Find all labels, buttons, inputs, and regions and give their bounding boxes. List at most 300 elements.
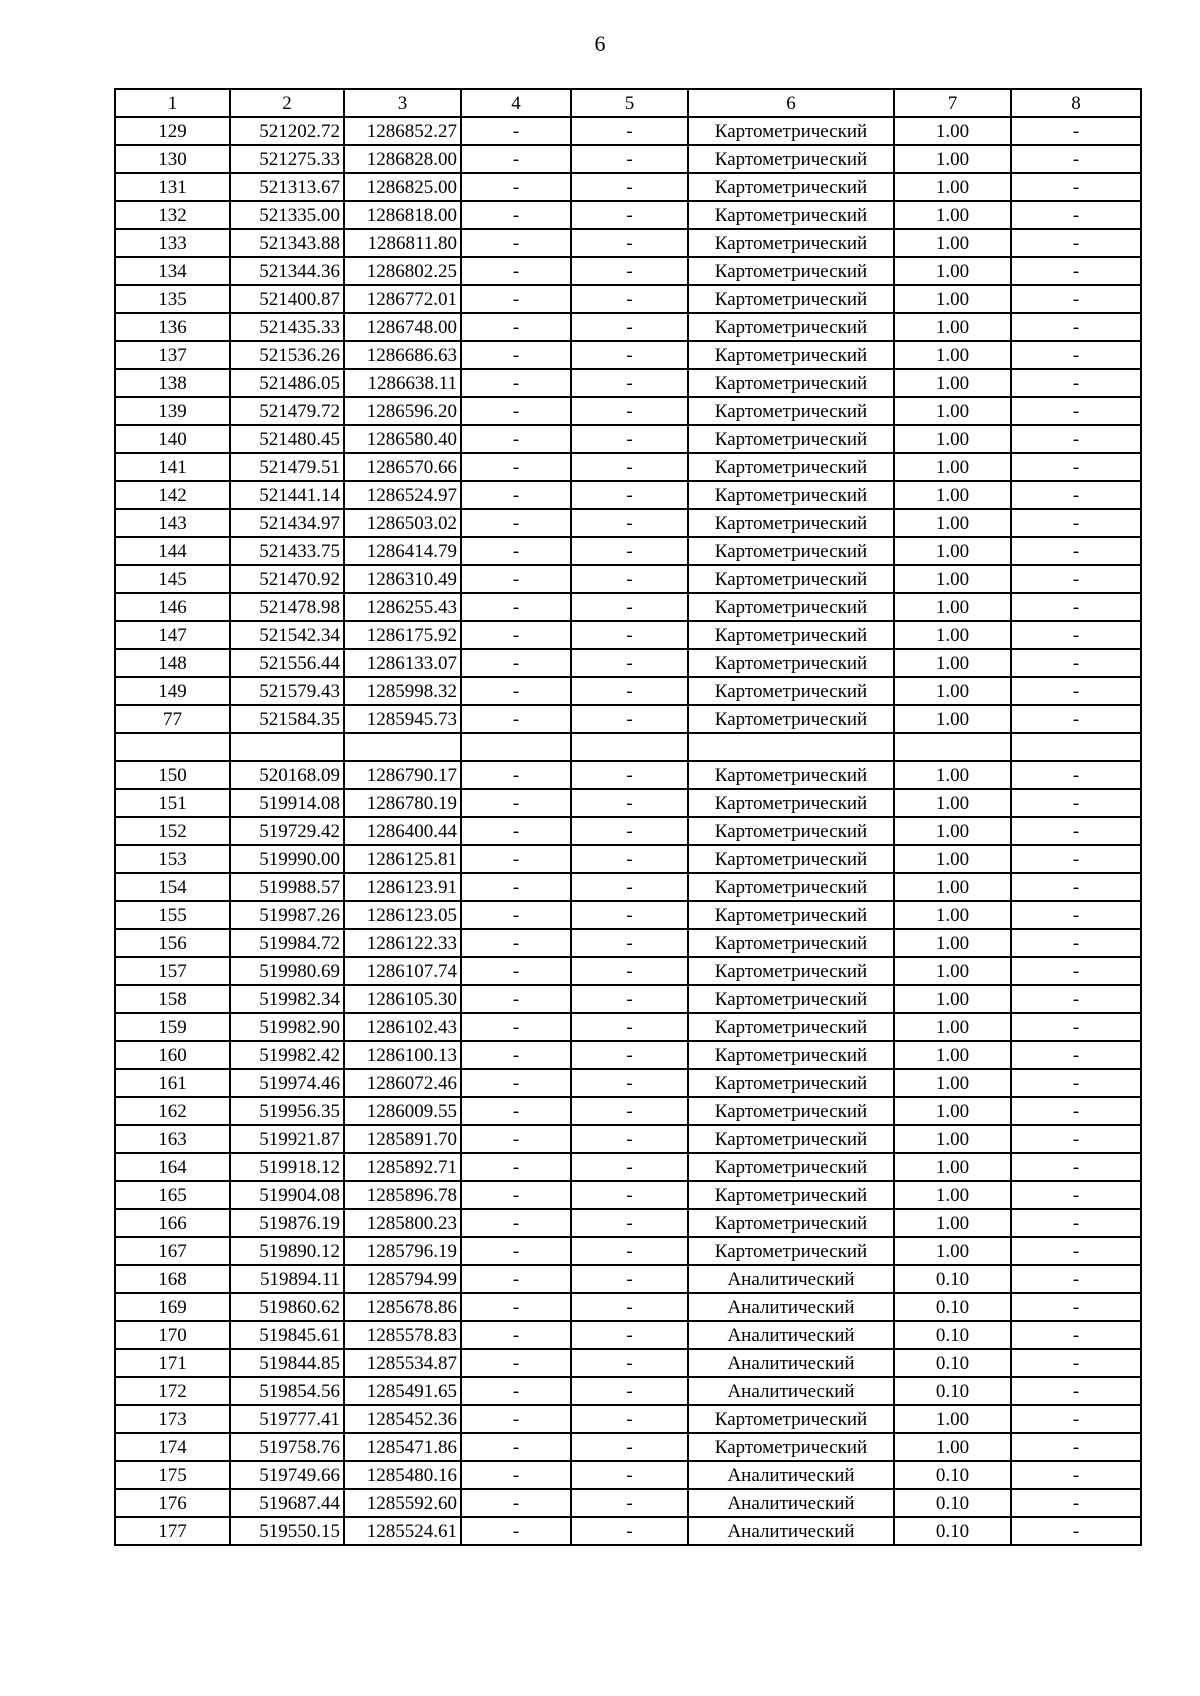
method: Картометрический — [688, 201, 894, 229]
accuracy: 1.00 — [894, 565, 1011, 593]
y-coordinate: 1286105.30 — [344, 985, 461, 1013]
col-8-value: - — [1011, 341, 1141, 369]
point-number: 156 — [115, 929, 230, 957]
x-coordinate: 519749.66 — [230, 1461, 344, 1489]
point-number: 153 — [115, 845, 230, 873]
method: Картометрический — [688, 705, 894, 733]
accuracy: 1.00 — [894, 817, 1011, 845]
col-5-value: - — [571, 761, 688, 789]
accuracy: 1.00 — [894, 593, 1011, 621]
col-4-value: - — [461, 789, 571, 817]
accuracy: 1.00 — [894, 1069, 1011, 1097]
col-8-value: - — [1011, 369, 1141, 397]
col-5-value: - — [571, 257, 688, 285]
table-row — [115, 1433, 1141, 1461]
col-8-value: - — [1011, 1321, 1141, 1349]
col-8-value: - — [1011, 761, 1141, 789]
table-row — [115, 173, 1141, 201]
table-row — [115, 453, 1141, 481]
x-coordinate: 521343.88 — [230, 229, 344, 257]
accuracy: 1.00 — [894, 453, 1011, 481]
method: Картометрический — [688, 1041, 894, 1069]
table-row — [115, 929, 1141, 957]
col-4-value: - — [461, 593, 571, 621]
col-4-value — [461, 733, 571, 761]
method: Картометрический — [688, 537, 894, 565]
point-number: 174 — [115, 1433, 230, 1461]
point-number: 172 — [115, 1377, 230, 1405]
method: Аналитический — [688, 1349, 894, 1377]
point-number: 171 — [115, 1349, 230, 1377]
point-number: 129 — [115, 117, 230, 145]
col-5-value: - — [571, 649, 688, 677]
x-coordinate: 521479.51 — [230, 453, 344, 481]
col-4-value: - — [461, 201, 571, 229]
x-coordinate: 519988.57 — [230, 873, 344, 901]
col-4-value: - — [461, 117, 571, 145]
table-row — [115, 1013, 1141, 1041]
x-coordinate: 521542.34 — [230, 621, 344, 649]
table-row — [115, 1321, 1141, 1349]
accuracy: 1.00 — [894, 201, 1011, 229]
table-row — [115, 873, 1141, 901]
y-coordinate: 1286772.01 — [344, 285, 461, 313]
col-8-value: - — [1011, 173, 1141, 201]
method: Картометрический — [688, 229, 894, 257]
x-coordinate: 521344.36 — [230, 257, 344, 285]
x-coordinate: 519844.85 — [230, 1349, 344, 1377]
col-8-value: - — [1011, 1461, 1141, 1489]
col-5-value: - — [571, 1265, 688, 1293]
method: Картометрический — [688, 901, 894, 929]
x-coordinate: 521536.26 — [230, 341, 344, 369]
point-number: 167 — [115, 1237, 230, 1265]
x-coordinate: 519550.15 — [230, 1517, 344, 1545]
accuracy: 0.10 — [894, 1321, 1011, 1349]
col-8-value: - — [1011, 1489, 1141, 1517]
col-4-value: - — [461, 705, 571, 733]
page-number: 6 — [594, 31, 606, 56]
method: Аналитический — [688, 1489, 894, 1517]
accuracy: 1.00 — [894, 229, 1011, 257]
point-number: 143 — [115, 509, 230, 537]
table-row — [115, 789, 1141, 817]
y-coordinate: 1285800.23 — [344, 1209, 461, 1237]
table-row — [115, 985, 1141, 1013]
col-8-value: - — [1011, 1293, 1141, 1321]
accuracy: 1.00 — [894, 1153, 1011, 1181]
col-4-value: - — [461, 1237, 571, 1265]
col-5-value: - — [571, 397, 688, 425]
x-coordinate: 521275.33 — [230, 145, 344, 173]
x-coordinate: 519854.56 — [230, 1377, 344, 1405]
y-coordinate: 1285945.73 — [344, 705, 461, 733]
coordinates-table — [114, 88, 1142, 1546]
col-4-value: - — [461, 621, 571, 649]
point-number: 145 — [115, 565, 230, 593]
y-coordinate: 1285794.99 — [344, 1265, 461, 1293]
col-8-value: - — [1011, 453, 1141, 481]
point-number: 173 — [115, 1405, 230, 1433]
accuracy: 1.00 — [894, 145, 1011, 173]
col-4-value: - — [461, 229, 571, 257]
x-coordinate: 519918.12 — [230, 1153, 344, 1181]
table-row — [115, 1461, 1141, 1489]
y-coordinate: 1286255.43 — [344, 593, 461, 621]
col-8-value: - — [1011, 1153, 1141, 1181]
method: Картометрический — [688, 1125, 894, 1153]
point-number: 136 — [115, 313, 230, 341]
col-5-value: - — [571, 1041, 688, 1069]
accuracy: 1.00 — [894, 957, 1011, 985]
point-number: 157 — [115, 957, 230, 985]
method: Картометрический — [688, 929, 894, 957]
point-number: 144 — [115, 537, 230, 565]
y-coordinate: 1285796.19 — [344, 1237, 461, 1265]
point-number: 150 — [115, 761, 230, 789]
col-5-value: - — [571, 957, 688, 985]
table-row — [115, 817, 1141, 845]
col-4-value: - — [461, 761, 571, 789]
point-number: 162 — [115, 1097, 230, 1125]
method: Аналитический — [688, 1265, 894, 1293]
y-coordinate: 1285998.32 — [344, 677, 461, 705]
col-4-value: - — [461, 313, 571, 341]
col-5-value: - — [571, 145, 688, 173]
method — [688, 733, 894, 761]
col-4-value: - — [461, 145, 571, 173]
col-5-value: - — [571, 481, 688, 509]
method: Картометрический — [688, 593, 894, 621]
column-header: 6 — [688, 89, 894, 117]
col-8-value: - — [1011, 285, 1141, 313]
point-number: 133 — [115, 229, 230, 257]
accuracy: 1.00 — [894, 117, 1011, 145]
accuracy: 0.10 — [894, 1293, 1011, 1321]
table-row — [115, 1265, 1141, 1293]
x-coordinate: 521579.43 — [230, 677, 344, 705]
accuracy: 1.00 — [894, 1097, 1011, 1125]
table-row — [115, 705, 1141, 733]
point-number: 134 — [115, 257, 230, 285]
table-row — [115, 285, 1141, 313]
col-5-value: - — [571, 1293, 688, 1321]
point-number — [115, 733, 230, 761]
col-4-value: - — [461, 985, 571, 1013]
y-coordinate: 1286009.55 — [344, 1097, 461, 1125]
column-header: 5 — [571, 89, 688, 117]
method: Картометрический — [688, 117, 894, 145]
table-row — [115, 257, 1141, 285]
accuracy: 1.00 — [894, 285, 1011, 313]
col-8-value: - — [1011, 873, 1141, 901]
col-4-value: - — [461, 425, 571, 453]
col-5-value: - — [571, 817, 688, 845]
col-5-value: - — [571, 173, 688, 201]
accuracy: 1.00 — [894, 537, 1011, 565]
table-row — [115, 1237, 1141, 1265]
accuracy: 1.00 — [894, 1125, 1011, 1153]
col-5-value: - — [571, 873, 688, 901]
y-coordinate: 1285891.70 — [344, 1125, 461, 1153]
accuracy: 1.00 — [894, 1433, 1011, 1461]
y-coordinate: 1286072.46 — [344, 1069, 461, 1097]
point-number: 170 — [115, 1321, 230, 1349]
accuracy: 1.00 — [894, 929, 1011, 957]
accuracy: 1.00 — [894, 1237, 1011, 1265]
table-row — [115, 537, 1141, 565]
y-coordinate: 1286802.25 — [344, 257, 461, 285]
y-coordinate: 1286570.66 — [344, 453, 461, 481]
table-row — [115, 117, 1141, 145]
column-header: 7 — [894, 89, 1011, 117]
col-8-value: - — [1011, 313, 1141, 341]
table-row — [115, 845, 1141, 873]
accuracy: 1.00 — [894, 845, 1011, 873]
method: Аналитический — [688, 1293, 894, 1321]
table-row — [115, 1293, 1141, 1321]
x-coordinate: 521400.87 — [230, 285, 344, 313]
col-4-value: - — [461, 929, 571, 957]
x-coordinate: 521435.33 — [230, 313, 344, 341]
x-coordinate: 520168.09 — [230, 761, 344, 789]
y-coordinate: 1286790.17 — [344, 761, 461, 789]
table-row — [115, 1517, 1141, 1545]
y-coordinate: 1286123.91 — [344, 873, 461, 901]
col-4-value: - — [461, 173, 571, 201]
col-8-value: - — [1011, 817, 1141, 845]
x-coordinate: 519729.42 — [230, 817, 344, 845]
point-number: 165 — [115, 1181, 230, 1209]
method: Картометрический — [688, 509, 894, 537]
col-5-value: - — [571, 901, 688, 929]
method: Картометрический — [688, 341, 894, 369]
table-row — [115, 761, 1141, 789]
method: Картометрический — [688, 1237, 894, 1265]
table-row — [115, 957, 1141, 985]
point-number: 151 — [115, 789, 230, 817]
point-number: 137 — [115, 341, 230, 369]
accuracy: 1.00 — [894, 985, 1011, 1013]
col-4-value: - — [461, 285, 571, 313]
col-4-value: - — [461, 1013, 571, 1041]
col-5-value: - — [571, 229, 688, 257]
col-8-value: - — [1011, 789, 1141, 817]
table-row — [115, 201, 1141, 229]
column-header: 8 — [1011, 89, 1141, 117]
point-number: 175 — [115, 1461, 230, 1489]
y-coordinate: 1285578.83 — [344, 1321, 461, 1349]
x-coordinate: 519890.12 — [230, 1237, 344, 1265]
table-row — [115, 1377, 1141, 1405]
method: Картометрический — [688, 1069, 894, 1097]
col-5-value: - — [571, 425, 688, 453]
y-coordinate: 1286580.40 — [344, 425, 461, 453]
col-5-value: - — [571, 1517, 688, 1545]
method: Картометрический — [688, 957, 894, 985]
table-row — [115, 1097, 1141, 1125]
point-number: 77 — [115, 705, 230, 733]
table-row — [115, 1181, 1141, 1209]
method: Картометрический — [688, 1433, 894, 1461]
x-coordinate: 519987.26 — [230, 901, 344, 929]
table-row — [115, 677, 1141, 705]
x-coordinate: 519982.42 — [230, 1041, 344, 1069]
table-row — [115, 145, 1141, 173]
col-5-value: - — [571, 789, 688, 817]
table-row — [115, 481, 1141, 509]
col-8-value: - — [1011, 1433, 1141, 1461]
col-8-value: - — [1011, 929, 1141, 957]
col-8-value: - — [1011, 145, 1141, 173]
accuracy: 1.00 — [894, 1405, 1011, 1433]
accuracy: 1.00 — [894, 509, 1011, 537]
point-number: 166 — [115, 1209, 230, 1237]
method: Картометрический — [688, 845, 894, 873]
col-5-value: - — [571, 1489, 688, 1517]
col-5-value: - — [571, 369, 688, 397]
x-coordinate: 521441.14 — [230, 481, 344, 509]
table-row — [115, 313, 1141, 341]
col-5-value: - — [571, 677, 688, 705]
col-8-value: - — [1011, 957, 1141, 985]
col-4-value: - — [461, 537, 571, 565]
x-coordinate: 521486.05 — [230, 369, 344, 397]
y-coordinate: 1286503.02 — [344, 509, 461, 537]
method: Картометрический — [688, 985, 894, 1013]
col-5-value: - — [571, 1237, 688, 1265]
method: Картометрический — [688, 145, 894, 173]
col-4-value: - — [461, 1293, 571, 1321]
point-number: 138 — [115, 369, 230, 397]
col-4-value: - — [461, 257, 571, 285]
col-4-value: - — [461, 901, 571, 929]
method: Картометрический — [688, 649, 894, 677]
table-row — [115, 341, 1141, 369]
x-coordinate — [230, 733, 344, 761]
y-coordinate: 1286686.63 — [344, 341, 461, 369]
col-8-value: - — [1011, 509, 1141, 537]
point-number: 177 — [115, 1517, 230, 1545]
method: Картометрический — [688, 1153, 894, 1181]
col-5-value: - — [571, 1097, 688, 1125]
col-8-value: - — [1011, 257, 1141, 285]
x-coordinate: 519956.35 — [230, 1097, 344, 1125]
point-number: 135 — [115, 285, 230, 313]
col-8-value: - — [1011, 1181, 1141, 1209]
y-coordinate: 1285892.71 — [344, 1153, 461, 1181]
method: Аналитический — [688, 1517, 894, 1545]
accuracy: 1.00 — [894, 901, 1011, 929]
col-5-value: - — [571, 565, 688, 593]
col-5-value: - — [571, 985, 688, 1013]
y-coordinate: 1286175.92 — [344, 621, 461, 649]
x-coordinate: 519904.08 — [230, 1181, 344, 1209]
point-number: 141 — [115, 453, 230, 481]
table-row — [115, 1405, 1141, 1433]
y-coordinate: 1285524.61 — [344, 1517, 461, 1545]
method: Аналитический — [688, 1461, 894, 1489]
x-coordinate: 521556.44 — [230, 649, 344, 677]
point-number: 155 — [115, 901, 230, 929]
y-coordinate: 1286107.74 — [344, 957, 461, 985]
col-5-value: - — [571, 1153, 688, 1181]
y-coordinate: 1286811.80 — [344, 229, 461, 257]
col-8-value: - — [1011, 1013, 1141, 1041]
method: Картометрический — [688, 677, 894, 705]
col-4-value: - — [461, 677, 571, 705]
col-4-value: - — [461, 341, 571, 369]
table-row — [115, 1069, 1141, 1097]
col-4-value: - — [461, 1461, 571, 1489]
col-5-value: - — [571, 929, 688, 957]
accuracy: 1.00 — [894, 873, 1011, 901]
table-row — [115, 397, 1141, 425]
method: Картометрический — [688, 1013, 894, 1041]
col-8-value: - — [1011, 1349, 1141, 1377]
col-8-value: - — [1011, 621, 1141, 649]
col-8-value: - — [1011, 1517, 1141, 1545]
y-coordinate: 1286125.81 — [344, 845, 461, 873]
col-5-value: - — [571, 845, 688, 873]
x-coordinate: 519974.46 — [230, 1069, 344, 1097]
x-coordinate: 519982.34 — [230, 985, 344, 1013]
col-8-value: - — [1011, 1405, 1141, 1433]
col-4-value: - — [461, 1125, 571, 1153]
point-number: 158 — [115, 985, 230, 1013]
point-number: 130 — [115, 145, 230, 173]
y-coordinate: 1286825.00 — [344, 173, 461, 201]
x-coordinate: 521313.67 — [230, 173, 344, 201]
y-coordinate: 1286414.79 — [344, 537, 461, 565]
table-row — [115, 565, 1141, 593]
table-row — [115, 593, 1141, 621]
accuracy: 1.00 — [894, 761, 1011, 789]
col-8-value: - — [1011, 1265, 1141, 1293]
accuracy: 1.00 — [894, 621, 1011, 649]
col-8-value: - — [1011, 985, 1141, 1013]
y-coordinate: 1285452.36 — [344, 1405, 461, 1433]
x-coordinate: 519990.00 — [230, 845, 344, 873]
y-coordinate: 1286400.44 — [344, 817, 461, 845]
col-4-value: - — [461, 1041, 571, 1069]
accuracy: 1.00 — [894, 341, 1011, 369]
method: Картометрический — [688, 565, 894, 593]
col-8-value: - — [1011, 425, 1141, 453]
table-row — [115, 369, 1141, 397]
col-4-value: - — [461, 1181, 571, 1209]
col-5-value: - — [571, 1321, 688, 1349]
col-8-value: - — [1011, 1377, 1141, 1405]
col-8-value: - — [1011, 565, 1141, 593]
y-coordinate: 1286100.13 — [344, 1041, 461, 1069]
accuracy: 1.00 — [894, 1209, 1011, 1237]
col-5-value: - — [571, 117, 688, 145]
y-coordinate — [344, 733, 461, 761]
column-header: 2 — [230, 89, 344, 117]
column-header: 1 — [115, 89, 230, 117]
accuracy: 1.00 — [894, 705, 1011, 733]
col-8-value: - — [1011, 229, 1141, 257]
point-number: 160 — [115, 1041, 230, 1069]
point-number: 148 — [115, 649, 230, 677]
method: Картометрический — [688, 425, 894, 453]
table-row — [115, 1489, 1141, 1517]
method: Аналитический — [688, 1377, 894, 1405]
x-coordinate: 521434.97 — [230, 509, 344, 537]
col-5-value: - — [571, 1125, 688, 1153]
method: Картометрический — [688, 817, 894, 845]
